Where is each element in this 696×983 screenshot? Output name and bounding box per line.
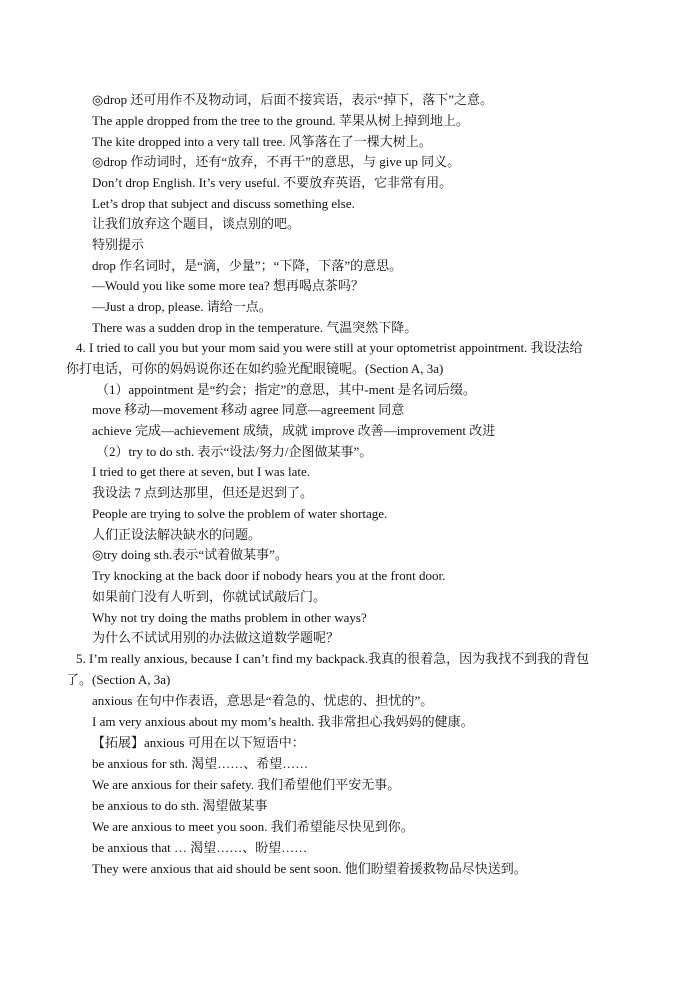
text-line: ◎drop 还可用作不及物动词，后面不接宾语，表示“掉下，落下”之意。 <box>92 92 493 107</box>
text-line: Why not try doing the maths problem in other ways? <box>92 610 367 625</box>
text-line: 人们正设法解决缺水的问题。 <box>92 527 262 542</box>
text-line: People are trying to solve the problem of water shortage. <box>92 506 388 521</box>
text-line: The kite dropped into a very tall tree. 风筝落在了一棵大树上。 <box>92 134 432 149</box>
text-line: be anxious to do sth. 渴望做某事 <box>92 798 268 813</box>
text-line: Let’s drop that subject and discuss something else. <box>92 196 355 211</box>
text-line: 如果前门没有人听到，你就试试敲后门。 <box>92 589 327 604</box>
text-line: 为什么不试试用别的办法做这道数学题呢？ <box>92 630 340 645</box>
text-line: （2）try to do sth. 表示“设法/努力/企图做某事”。 <box>96 444 373 459</box>
text-line: 我设法 7 点到达那里，但还是迟到了。 <box>92 485 314 500</box>
text-line: （1）appointment 是“约会；指定”的意思，其中-ment 是名词后缀。 <box>96 382 476 397</box>
text-line: 你打电话，可你的妈妈说你还在如约验光配眼镜呢。(Section A, 3a) <box>66 361 444 376</box>
text-line: There was a sudden drop in the temperature. 气温突然下降。 <box>92 320 418 335</box>
text-line: be anxious that … 渴望……、盼望…… <box>92 840 308 855</box>
text-line: 了。(Section A, 3a) <box>66 672 171 687</box>
text-line: Don’t drop English. It’s very useful. 不要放弃英语，它非常有用。 <box>92 175 453 190</box>
text-line: We are anxious to meet you soon. 我们希望能尽快见到你。 <box>92 819 414 834</box>
text-line: I am very anxious about my mom’s health. 我非常担心我妈妈的健康。 <box>92 714 474 729</box>
text-line: achieve 完成—achievement 成绩，成就 improve 改善—improvement 改进 <box>92 423 496 438</box>
text-line: ◎try doing sth.表示“试着做某事”。 <box>92 547 288 562</box>
text-line: Try knocking at the back door if nobody hears you at the front door. <box>92 568 446 583</box>
text-line: —Just a drop, please. 请给一点。 <box>92 299 272 314</box>
text-line: 【拓展】anxious 可用在以下短语中： <box>92 735 305 750</box>
text-line: anxious 在句中作表语，意思是“着急的、忧虑的、担忧的”。 <box>92 693 434 708</box>
text-line: I tried to get there at seven, but I was late. <box>92 464 311 479</box>
text-line: 特别提示 <box>92 237 145 252</box>
item-4-heading: 4. I tried to call you but your mom said you were still at your optometrist appointment. 我设法给 <box>76 340 583 355</box>
text-line: We are anxious for their safety. 我们希望他们平安无事。 <box>92 777 401 792</box>
text-line: The apple dropped from the tree to the ground. 苹果从树上掉到地上。 <box>92 113 469 128</box>
text-line: be anxious for sth. 渴望……、希望…… <box>92 756 309 771</box>
text-line: move 移动—movement 移动 agree 同意—agreement 同意 <box>92 402 405 417</box>
text-line: They were anxious that aid should be sent soon. 他们盼望着援救物品尽快送到。 <box>92 861 527 876</box>
text-line: drop 作名词时，是“滴，少量”；“下降，下落”的意思。 <box>92 258 403 273</box>
text-line: 让我们放弃这个题目，谈点别的吧。 <box>92 216 301 231</box>
text-line: ◎drop 作动词时，还有“放弃，不再干”的意思，与 give up 同义。 <box>92 154 461 169</box>
text-line: —Would you like some more tea? 想再喝点茶吗？ <box>92 278 364 293</box>
item-5-heading: 5. I’m really anxious, because I can’t find my backpack.我真的很着急，因为我找不到我的背包 <box>76 651 590 666</box>
